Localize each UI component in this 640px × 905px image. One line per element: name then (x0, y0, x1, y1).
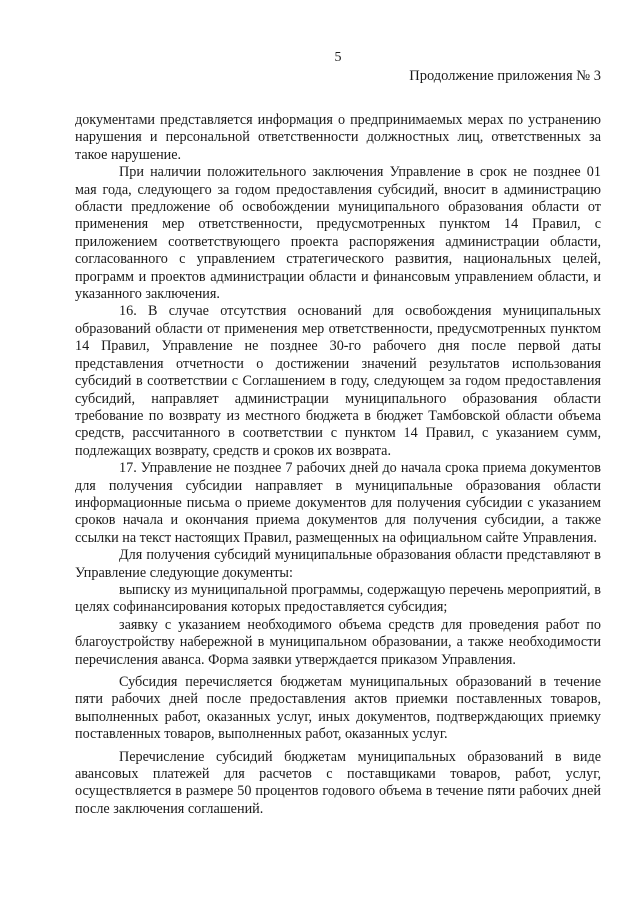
paragraph-item-16: 16. В случае отсутствия оснований для освобождения муниципальных образований области от применения мер ответственности, предусмотренных пунктом 14 Правил, Управление не позднее 30-го рабочего дня после первой даты представления отчетности о достижении значений результатов использования субсидий в соответствии с Соглашением в году, следующем за годом предоставления субсидий, направляет администрации муниципального образования области требование по возврату из местного бюджета в бюджет Тамбовской области объема средств, рассчитанного в соответствии с пунктом 14 Правил, с указанием сумм, подлежащих возврату, средств и сроков их возврата. (75, 303, 601, 459)
paragraph-application: заявку с указанием необходимого объема средств для проведения работ по благоустройству набережной в муниципальном образовании, а также необходимости перечисления аванса. Форма заявки утверждается приказом Управления. (75, 616, 601, 668)
page-number: 5 (334, 50, 342, 65)
paragraph-positive-conclusion: При наличии положительного заключения Управление в срок не позднее 01 мая года, следующего за годом предоставления субсидий, вносит в администрацию области предложение об освобождении муниципального образования области от применения мер ответственности, предусмотренных пунктом 14 Правил, с приложением соответствующего проекта распоряжения администрации области, согласованного с управлением стратегического развития, национальных целей, программ и проектов администрации области и финансовым управлением области, и указанного заключения. (75, 164, 601, 303)
document-page (75, 0, 601, 905)
paragraph-advance-payments: Перечисление субсидий бюджетам муниципальных образований в виде авансовых платежей для расчетов с поставщиками товаров, работ, услуг, осуществляется в размере 50 процентов годового объема в течение пяти рабочих дней после заключения соглашений. (75, 748, 601, 817)
running-head: Продолжение приложения № 3 (409, 68, 601, 84)
paragraph-documents-intro: Для получения субсидий муниципальные образования области представляют в Управление следующие документы: (75, 547, 601, 581)
paragraph-subsidy-transfer: Субсидия перечисляется бюджетам муниципальных образований в течение пяти рабочих дней после предоставления актов приемки поставленных товаров, выполненных работ, оказанных услуг, иных документов, подтверждающих приемку поставленных товаров, выполненных работ, оказанных услуг. (75, 674, 601, 743)
document-body (75, 112, 601, 818)
paragraph-item-17: 17. Управление не позднее 7 рабочих дней до начала срока приема документов для получения субсидии направляет в муниципальные образования области информационные письма о приеме документов для получения субсидии с указанием сроков начала и окончания приема документов для получения субсидии, а также ссылки на текст настоящих Правил, размещенных на официальном сайте Управления. (75, 460, 601, 546)
paragraph-continuation: документами представляется информация о предпринимаемых мерах по устранению нарушения и персональной ответственности должностных лиц, ответственных за такое нарушение. (75, 112, 601, 163)
paragraph-program-extract: выписку из муниципальной программы, содержащую перечень мероприятий, в целях софинансирования которых предоставляется субсидия; (75, 581, 601, 616)
